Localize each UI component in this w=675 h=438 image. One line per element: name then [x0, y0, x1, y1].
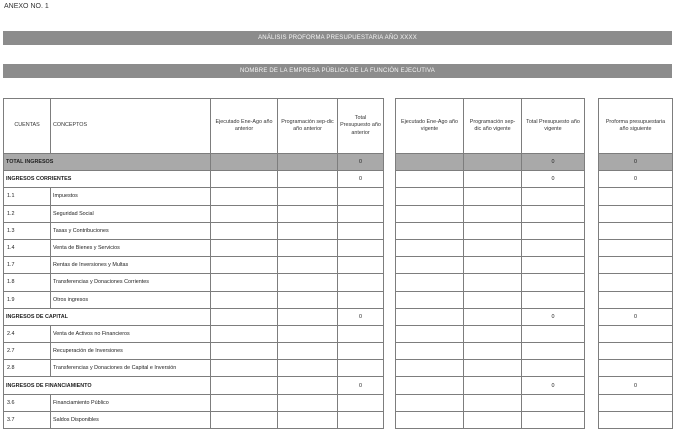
ejecutado-vigente-cell [396, 394, 464, 411]
account-code: 1.3 [4, 222, 51, 239]
header-total-vigente: Total Presupuesto año vigente [522, 99, 585, 154]
total-anterior-cell [338, 188, 384, 205]
table-row [396, 188, 585, 205]
ejecutado-anterior-cell [211, 291, 278, 308]
ejecutado-anterior-cell [211, 377, 278, 394]
total-vigente-cell: 0 [522, 377, 585, 394]
ejecutado-anterior-cell [211, 360, 278, 377]
ejecutado-anterior-cell [211, 325, 278, 342]
account-code: 1.9 [4, 291, 51, 308]
table-row [4, 188, 384, 205]
programacion-vigente-cell [464, 377, 522, 394]
ejecutado-vigente-cell [396, 188, 464, 205]
table-row [396, 394, 585, 411]
concept-label: Transferencias y Donaciones de Capital e Inversión [51, 360, 211, 377]
header-conceptos: CONCEPTOS [51, 99, 211, 154]
table-row [599, 308, 673, 325]
table-row [4, 154, 384, 171]
table-row [396, 257, 585, 274]
proforma-cell [599, 360, 673, 377]
table-row [396, 239, 585, 256]
total-anterior-cell: 0 [338, 377, 384, 394]
account-code: 3.6 [4, 394, 51, 411]
table-row [4, 239, 384, 256]
table-row [599, 343, 673, 360]
table-row [396, 171, 585, 188]
company-name-banner: NOMBRE DE LA EMPRESA PÚBLICA DE LA FUNCIÓN EJECUTIVA [3, 64, 672, 78]
table-row [396, 325, 585, 342]
table-row [4, 291, 384, 308]
ejecutado-anterior-cell [211, 205, 278, 222]
ejecutado-anterior-cell [211, 308, 278, 325]
account-code: 1.7 [4, 257, 51, 274]
total-vigente-cell [522, 188, 585, 205]
account-code: 2.7 [4, 343, 51, 360]
total-anterior-cell: 0 [338, 154, 384, 171]
ejecutado-anterior-cell [211, 257, 278, 274]
table-row [599, 291, 673, 308]
programacion-anterior-cell [278, 411, 338, 428]
proforma-cell: 0 [599, 377, 673, 394]
programacion-vigente-cell [464, 171, 522, 188]
total-anterior-cell: 0 [338, 308, 384, 325]
table-row [4, 377, 384, 394]
ejecutado-vigente-cell [396, 411, 464, 428]
total-anterior-cell [338, 411, 384, 428]
header-cuentas: CUENTAS [4, 99, 51, 154]
programacion-anterior-cell [278, 154, 338, 171]
concept-label: Otros ingresos [51, 291, 211, 308]
ejecutado-anterior-cell [211, 171, 278, 188]
proforma-cell [599, 222, 673, 239]
ejecutado-anterior-cell [211, 188, 278, 205]
total-anterior-cell [338, 205, 384, 222]
table-row [599, 205, 673, 222]
programacion-anterior-cell [278, 171, 338, 188]
table-row [396, 205, 585, 222]
programacion-vigente-cell [464, 360, 522, 377]
ejecutado-vigente-cell [396, 239, 464, 256]
concept-label: Impuestos [51, 188, 211, 205]
programacion-anterior-cell [278, 360, 338, 377]
total-anterior-cell [338, 222, 384, 239]
account-code: 2.4 [4, 325, 51, 342]
programacion-vigente-cell [464, 343, 522, 360]
concept-label: Recuperación de Inversiones [51, 343, 211, 360]
table-row [599, 188, 673, 205]
table-row [599, 222, 673, 239]
table-row [396, 377, 585, 394]
table-row [599, 171, 673, 188]
table-row [4, 222, 384, 239]
account-code: 1.1 [4, 188, 51, 205]
ejecutado-anterior-cell [211, 222, 278, 239]
total-anterior-cell [338, 239, 384, 256]
ejecutado-anterior-cell [211, 394, 278, 411]
table-row [599, 239, 673, 256]
programacion-anterior-cell [278, 222, 338, 239]
proforma-cell [599, 411, 673, 428]
programacion-vigente-cell [464, 274, 522, 291]
table-row [599, 325, 673, 342]
account-code: 3.7 [4, 411, 51, 428]
proforma-cell [599, 394, 673, 411]
total-anterior-cell [338, 291, 384, 308]
section-label: INGRESOS DE FINANCIAMIENTO [4, 377, 211, 394]
programacion-vigente-cell [464, 222, 522, 239]
total-anterior-cell: 0 [338, 171, 384, 188]
table-row [396, 274, 585, 291]
total-vigente-cell: 0 [522, 154, 585, 171]
proforma-cell [599, 291, 673, 308]
ejecutado-anterior-cell [211, 343, 278, 360]
table-row [599, 377, 673, 394]
total-vigente-cell [522, 205, 585, 222]
ejecutado-vigente-cell [396, 308, 464, 325]
programacion-vigente-cell [464, 188, 522, 205]
annex-label: ANEXO NO. 1 [4, 3, 49, 10]
total-vigente-cell [522, 360, 585, 377]
total-vigente-cell [522, 394, 585, 411]
table-row [599, 394, 673, 411]
table-row [4, 205, 384, 222]
proforma-cell [599, 325, 673, 342]
programacion-anterior-cell [278, 343, 338, 360]
concept-label: Transferencias y Donaciones Corrientes [51, 274, 211, 291]
programacion-vigente-cell [464, 239, 522, 256]
total-anterior-cell [338, 394, 384, 411]
table-row [599, 411, 673, 428]
ejecutado-vigente-cell [396, 274, 464, 291]
table-row [599, 257, 673, 274]
concept-label: Venta de Bienes y Servicios [51, 239, 211, 256]
ejecutado-vigente-cell [396, 377, 464, 394]
table-row [599, 360, 673, 377]
programacion-anterior-cell [278, 308, 338, 325]
ejecutado-vigente-cell [396, 222, 464, 239]
table-row [4, 343, 384, 360]
concept-label: Tasas y Contribuciones [51, 222, 211, 239]
section-label: TOTAL INGRESOS [4, 154, 211, 171]
previous-year-table [3, 98, 384, 429]
ejecutado-anterior-cell [211, 411, 278, 428]
table-row [4, 257, 384, 274]
section-label: INGRESOS CORRIENTES [4, 171, 211, 188]
programacion-vigente-cell [464, 257, 522, 274]
proforma-cell [599, 188, 673, 205]
ejecutado-vigente-cell [396, 325, 464, 342]
header-total-anterior: Total Presupuesto año anterior [338, 99, 384, 154]
ejecutado-vigente-cell [396, 291, 464, 308]
report-title-banner: ANÁLISIS PROFORMA PRESUPUESTARIA AÑO XXXX [3, 31, 672, 45]
proforma-cell [599, 343, 673, 360]
total-vigente-cell [522, 291, 585, 308]
programacion-anterior-cell [278, 274, 338, 291]
programacion-anterior-cell [278, 325, 338, 342]
proforma-cell: 0 [599, 171, 673, 188]
total-vigente-cell [522, 343, 585, 360]
table-row [396, 360, 585, 377]
programacion-vigente-cell [464, 411, 522, 428]
table-row [4, 360, 384, 377]
concept-label: Financiamiento Público [51, 394, 211, 411]
table-row [4, 325, 384, 342]
table-row [4, 274, 384, 291]
concept-label: Venta de Activos no Financieros [51, 325, 211, 342]
programacion-vigente-cell [464, 291, 522, 308]
total-anterior-cell [338, 343, 384, 360]
header-proforma: Proforma presupuestaria año siguiente [599, 99, 673, 154]
proforma-cell [599, 257, 673, 274]
programacion-anterior-cell [278, 257, 338, 274]
total-vigente-cell: 0 [522, 308, 585, 325]
table-row [396, 411, 585, 428]
ejecutado-anterior-cell [211, 239, 278, 256]
total-anterior-cell [338, 360, 384, 377]
programacion-anterior-cell [278, 394, 338, 411]
table-row [4, 411, 384, 428]
programacion-vigente-cell [464, 394, 522, 411]
table-row [4, 171, 384, 188]
total-anterior-cell [338, 325, 384, 342]
header-programacion-anterior: Programación sep-dic año anterior [278, 99, 338, 154]
total-vigente-cell: 0 [522, 171, 585, 188]
programacion-vigente-cell [464, 205, 522, 222]
proforma-cell: 0 [599, 308, 673, 325]
programacion-anterior-cell [278, 291, 338, 308]
table-row [396, 308, 585, 325]
account-code: 1.4 [4, 239, 51, 256]
header-programacion-vigente: Programación sep- dic año vigente [464, 99, 522, 154]
proforma-cell [599, 239, 673, 256]
concept-label: Rentas de Inversiones y Multas [51, 257, 211, 274]
ejecutado-vigente-cell [396, 360, 464, 377]
programacion-anterior-cell [278, 205, 338, 222]
proforma-table [598, 98, 673, 429]
ejecutado-vigente-cell [396, 171, 464, 188]
table-row [4, 394, 384, 411]
account-code: 2.8 [4, 360, 51, 377]
ejecutado-vigente-cell [396, 154, 464, 171]
total-vigente-cell [522, 325, 585, 342]
ejecutado-vigente-cell [396, 205, 464, 222]
header-ejecutado-anterior: Ejecutado Ene-Ago año anterior [211, 99, 278, 154]
ejecutado-anterior-cell [211, 274, 278, 291]
concept-label: Saldos Disponibles [51, 411, 211, 428]
table-row [396, 222, 585, 239]
total-vigente-cell [522, 222, 585, 239]
proforma-cell [599, 205, 673, 222]
table-row [396, 291, 585, 308]
programacion-anterior-cell [278, 188, 338, 205]
proforma-cell: 0 [599, 154, 673, 171]
ejecutado-vigente-cell [396, 343, 464, 360]
total-vigente-cell [522, 257, 585, 274]
table-row [599, 154, 673, 171]
total-vigente-cell [522, 274, 585, 291]
programacion-vigente-cell [464, 325, 522, 342]
account-code: 1.8 [4, 274, 51, 291]
proforma-cell [599, 274, 673, 291]
programacion-vigente-cell [464, 308, 522, 325]
table-row [396, 343, 585, 360]
total-anterior-cell [338, 274, 384, 291]
ejecutado-anterior-cell [211, 154, 278, 171]
header-ejecutado-vigente: Ejecutado Ene-Ago año vigente [396, 99, 464, 154]
programacion-anterior-cell [278, 377, 338, 394]
programacion-anterior-cell [278, 239, 338, 256]
table-row [396, 154, 585, 171]
total-anterior-cell [338, 257, 384, 274]
account-code: 1.2 [4, 205, 51, 222]
ejecutado-vigente-cell [396, 257, 464, 274]
current-year-table [395, 98, 585, 429]
total-vigente-cell [522, 239, 585, 256]
concept-label: Seguridad Social [51, 205, 211, 222]
section-label: INGRESOS DE CAPITAL [4, 308, 211, 325]
total-vigente-cell [522, 411, 585, 428]
table-row [599, 274, 673, 291]
programacion-vigente-cell [464, 154, 522, 171]
table-row [4, 308, 384, 325]
